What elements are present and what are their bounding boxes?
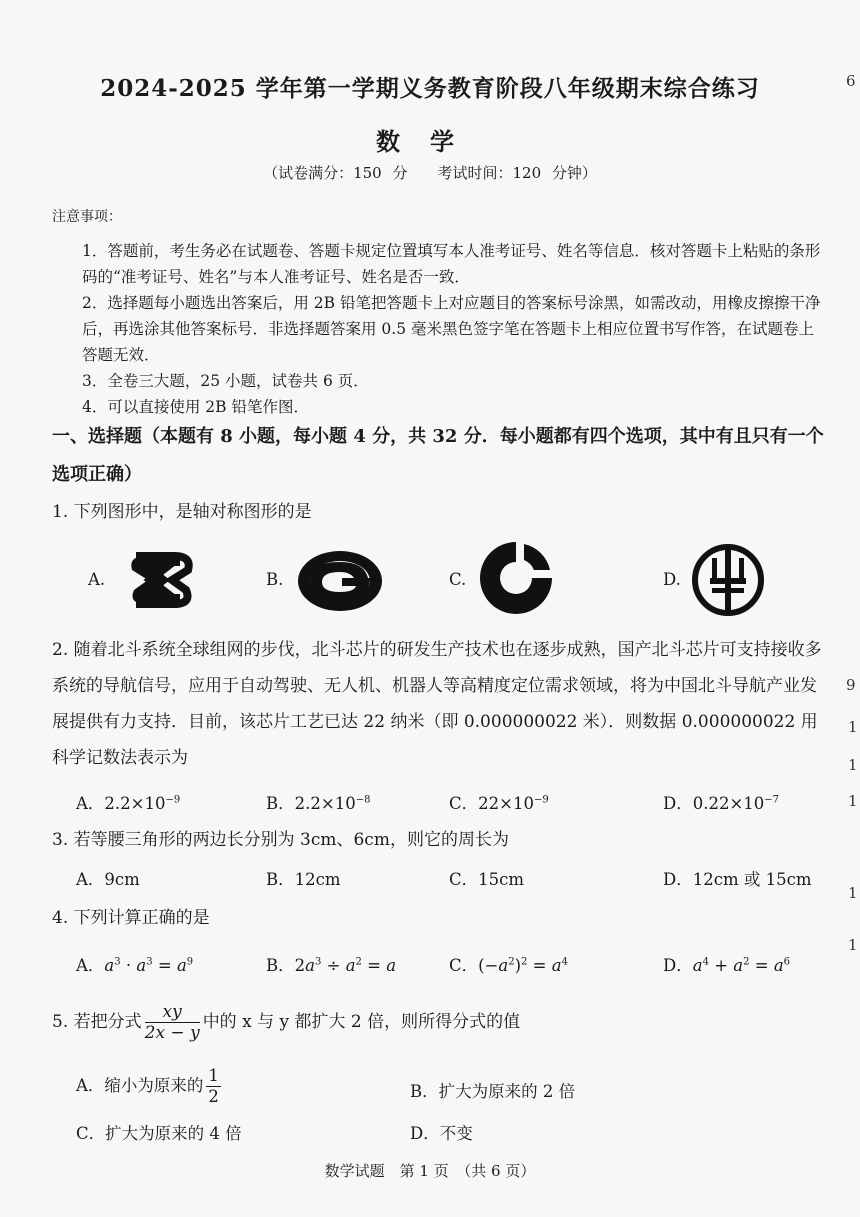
edge-mark: 6 [846, 72, 856, 90]
q3-option-c: C．15cm [449, 870, 525, 889]
q5-option-d: D．不变 [410, 1124, 473, 1143]
fraction: $\frac{xy}{2x - y}$ [144, 1002, 200, 1043]
spiral-logo-icon [294, 548, 386, 614]
q3-option-a: A．9cm [76, 870, 140, 889]
q2-option-d: D．$0.22\times 10^{-7}$ [663, 794, 780, 813]
q5-option-a: A．缩小为原来的 $\frac{1}{2}$ [76, 1066, 219, 1106]
note-item: 4．可以直接使用 2B 铅笔作图． [82, 398, 309, 416]
exam-title: 2024-2025 学年第一学期义务教育阶段八年级期末综合练习 [100, 75, 760, 102]
edge-mark: 1 [848, 936, 858, 954]
question-3-stem: 3. 若等腰三角形的两边长分别为 3cm、6cm，则它的周长为 [52, 830, 509, 850]
q4-option-a: A．$a^3 \cdot a^3 = a^9$ [76, 956, 194, 975]
section-heading: 一、选择题（本题有 8 小题，每小题 4 分，共 32 分．每小题都有四个选项，其中有且只有一个选项正确） [52, 426, 824, 485]
q4-option-d: D．$a^4 + a^2 = a^6$ [663, 956, 791, 975]
note-item: 2．选择题每小题选出答案后，用 2B 铅笔把答题卡上对应题目的答案标号涂黑，如需改动，用橡皮擦擦干净后，再选涂其他答案标号．非选择题答案用 0.5 毫米黑色签字笔在答题卡上相应位置书写作答，在试题卷上答题无效． [82, 294, 821, 364]
exam-info: （试卷满分：150 分 考试时间：120 分钟） [263, 164, 597, 182]
q5-option-b: B．扩大为原来的 2 倍 [410, 1082, 576, 1101]
question-5-stem: 5. 若把分式 $\frac{xy}{2x - y}$ 中的 x 与 y 都扩大 2 倍，则所得分式的值 [52, 1002, 521, 1043]
q1-option-label: C. [449, 570, 467, 589]
q4-option-c: C．$(-a^2)^2 = a^4$ [449, 956, 568, 975]
page-footer: 数学试题 第 1 页 （共 6 页） [324, 1162, 536, 1180]
note-item: 1．答题前，考生务必在试题卷、答题卡规定位置填写本人准考证号、姓名等信息．核对答题卡上粘贴的条形码的“准考证号、姓名”与本人准考证号、姓名是否一致． [82, 242, 821, 286]
note-item: 3．全卷三大题，25 小题，试卷共 6 页． [82, 372, 369, 390]
subject-title: 数学 [376, 127, 484, 156]
q1-option-label: B. [266, 570, 284, 589]
q2-option-a: A．$2.2\times 10^{-9}$ [76, 794, 181, 813]
q3-option-b: B．12cm [266, 870, 341, 889]
question-2-stem: 2. 随着北斗系统全球组网的步伐，北斗芯片的研发生产技术也在逐步成熟，国产北斗芯片可支持接收多系统的导航信号，应用于自动驾驶、无人机、机器人等高精度定位需求领域，将为中国北斗导航产业发展提供有力支持．目前，该芯片工艺已达 22 纳米（即 0.000000022 米）．则数据 0.000000022 用科学记数法表示为 [52, 640, 822, 768]
edge-mark: 9 [846, 676, 856, 694]
edge-mark: 1 [848, 792, 858, 810]
q3-option-d: D．12cm 或 15cm [663, 870, 812, 889]
q1-option-label: A. [88, 570, 106, 589]
agricultural-bank-logo-icon [690, 542, 766, 618]
construction-bank-logo-icon [478, 540, 554, 616]
q2-option-c: C．$22\times 10^{-9}$ [449, 794, 549, 813]
q4-option-b: B．$2a^3 \div a^2 = a$ [266, 956, 397, 975]
q2-option-b: B．$2.2\times 10^{-8}$ [266, 794, 371, 813]
q1-option-label: D. [663, 570, 681, 589]
edge-mark: 1 [848, 756, 858, 774]
edge-mark: 1 [848, 718, 858, 736]
notes-heading: 注意事项： [52, 209, 122, 225]
q5-option-c: C．扩大为原来的 4 倍 [76, 1124, 242, 1143]
edge-mark: 1 [848, 884, 858, 902]
question-1-stem: 1. 下列图形中，是轴对称图形的是 [52, 502, 312, 522]
china-railway-logo-icon [118, 548, 202, 612]
question-4-stem: 4. 下列计算正确的是 [52, 908, 210, 928]
